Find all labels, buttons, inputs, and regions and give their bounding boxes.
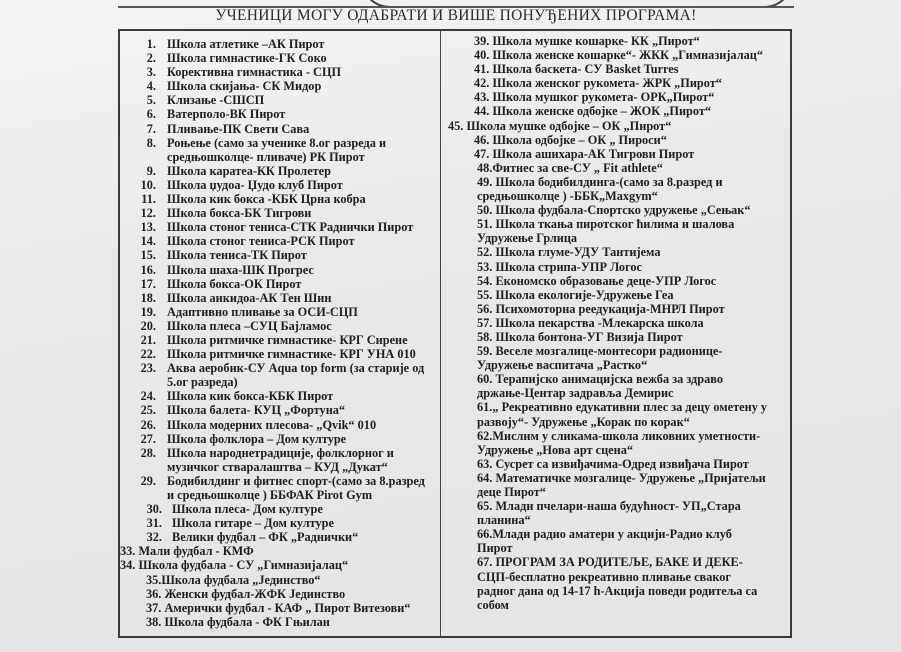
program-list-item (446, 119, 791, 133)
item-number: 33. (120, 544, 136, 559)
item-number: 34. (120, 558, 136, 573)
item-text: Школа народнетрадиције, фолклорног и музичког стваралаштва – КУД „Дукат“ (167, 445, 394, 474)
program-list-item (120, 333, 438, 347)
item-text: Школа аикидоа-АК Тен Шин (167, 290, 332, 305)
program-list-item (120, 558, 438, 572)
item-text: Школа гимнастике-ГК Соко (167, 51, 327, 66)
program-list-item (120, 291, 438, 305)
item-text: Школа фолклора – Дом културе (167, 431, 347, 446)
item-text: Школа ритмичке гимнастике- КРГ УНА 010 (167, 347, 416, 362)
program-list-item (446, 555, 791, 611)
program-list-item (446, 76, 791, 90)
program-list-item (120, 206, 438, 220)
item-text: Школа модерних плесова- „Qvik“ 010 (167, 417, 377, 432)
item-text: Школа ашихара-АК Тигрови Пирот (492, 146, 695, 161)
program-list-item (120, 122, 438, 136)
program-list-item (446, 457, 791, 471)
program-list-item (120, 389, 438, 403)
item-text: Школа атлетике –АК Пирот (167, 37, 325, 51)
item-number: 54. (477, 273, 493, 288)
item-number: 23. (140, 361, 156, 376)
item-number: 6. (146, 107, 156, 122)
item-text: Фитнес за све-СУ „ Fit athlete“ (492, 160, 663, 175)
item-text: ПРОГРАМ ЗА РОДИТЕЉЕ, БАКЕ И ДЕКЕ- СЦП-бесплатно рекреативно пливање сваког радног дана од 14-17 h-Акција поведи родитеља са собом (477, 555, 758, 612)
item-text: Школа мушке кошарке- КК „Пирот“ (492, 34, 700, 48)
item-number: 2. (146, 51, 156, 66)
right-program-column (446, 34, 791, 612)
program-list-item (446, 471, 791, 499)
program-list-item (120, 263, 438, 277)
program-list-item (446, 274, 791, 288)
item-text: Женски фудбал-ЖФК Јединство (164, 586, 346, 601)
item-text: Школа стоног тениса-РСК Пирот (167, 234, 355, 249)
item-text: Веселе мозгалице-монтесори радионице- Удружење васпитача „Растко“ (477, 344, 723, 373)
item-text: Школа кик бокса -КБК Црна кобра (167, 192, 366, 207)
item-text: Школа бокса-ОК Пирот (167, 276, 302, 291)
program-list-item (446, 400, 791, 428)
program-list-item (120, 65, 438, 79)
item-number: 61. (477, 400, 493, 415)
program-list-item (446, 429, 791, 457)
program-list-item (120, 474, 438, 502)
item-number: 13. (140, 220, 156, 235)
item-text: Терапијско анимацијска вежба за здраво држање-Центар задравља Демирис (477, 372, 723, 401)
program-list-item (446, 147, 791, 161)
item-text: Математичке мозгалице- Удружење „Пријатељи деце Пирот“ (477, 470, 766, 499)
item-text: Школа женске одбојке – ЖОК „Пирот“ (492, 104, 712, 119)
item-text: Мали фудбал - КМФ (138, 544, 254, 559)
item-number: 45. (448, 118, 464, 133)
program-list-item (446, 344, 791, 372)
program-list-item (120, 192, 438, 206)
item-text: Школа фудбала - СУ „Гимназијалац“ (138, 558, 349, 573)
item-text: Школа ритмичке гимнастике- КРГ Сирене (167, 332, 408, 347)
program-list-item (120, 502, 438, 516)
item-text: Мислим у сликама-школа ликовних уметности- Удружење „Нова арт сцена“ (477, 428, 761, 457)
item-number: 16. (140, 262, 156, 277)
item-text: Корективна гимнастика - СЦП (167, 65, 342, 80)
program-list-item (446, 316, 791, 330)
item-text: Школа шаха-ШК Прогрес (167, 262, 314, 277)
program-list-item (120, 446, 438, 474)
program-list-item (120, 601, 438, 615)
program-list-item (120, 164, 438, 178)
item-number: 30. (146, 502, 162, 517)
item-text: Школа тениса-ТК Пирот (167, 248, 307, 263)
item-number: 48. (477, 160, 493, 175)
item-number: 39. (474, 34, 490, 48)
item-number: 9. (146, 163, 156, 178)
item-text: Млади радио аматери у акцији-Радио клуб Пирот (477, 527, 732, 556)
item-text: Сусрет са извиђачима-Одред извиђача Пирот (495, 456, 749, 471)
item-text: Економско образовање деце-УПР Логос (495, 273, 717, 288)
item-number: 4. (146, 79, 156, 94)
program-list-item (446, 288, 791, 302)
item-number: 10. (140, 177, 156, 192)
item-text: Школа женске кошарке“- ЖКК „Гимназијалац“ (492, 48, 763, 63)
item-number: 1. (146, 37, 156, 51)
program-list-item (120, 403, 438, 417)
item-text: Школа каратеа-КК Пролетер (167, 163, 331, 178)
program-list-item (120, 544, 438, 558)
item-number: 21. (140, 332, 156, 347)
program-list-item (120, 530, 438, 544)
item-number: 32. (146, 530, 162, 545)
program-list-item (446, 161, 791, 175)
item-text: Школа фудбала-Спортско удружење „Сењак“ (495, 203, 751, 218)
program-list-item (120, 93, 438, 107)
item-number: 22. (140, 347, 156, 362)
item-text: Школа женског рукомета- ЖРК „Пирот“ (492, 76, 722, 91)
program-list-item (120, 432, 438, 446)
item-number: 55. (477, 287, 493, 302)
item-number: 11. (141, 192, 156, 207)
program-list-item (446, 175, 791, 203)
program-list-item (120, 573, 438, 587)
item-text: Аква аеробик-СУ Aqua top form (за старије од 5.ог разреда) (167, 361, 425, 390)
program-list-item (120, 347, 438, 361)
item-number: 42. (474, 76, 490, 91)
item-number: 46. (474, 132, 490, 147)
item-text: Школа стрипа-УПР Логос (495, 259, 642, 274)
item-number: 8. (146, 135, 156, 150)
program-list-item (120, 277, 438, 291)
item-text: Школа кик бокса-КБК Пирот (167, 389, 334, 404)
program-list-item (446, 48, 791, 62)
item-number: 41. (474, 62, 490, 77)
program-list-item (120, 248, 438, 262)
item-number: 18. (140, 290, 156, 305)
item-number: 31. (146, 516, 162, 531)
item-number: 60. (477, 372, 493, 387)
item-number: 65. (477, 499, 493, 514)
column-divider (440, 29, 441, 638)
item-number: 51. (477, 217, 493, 232)
program-list-item (446, 260, 791, 274)
page-title: УЧЕНИЦИ МОГУ ОДАБРАТИ И ВИШЕ ПОНУЂЕНИХ ПРОГРАМА! (215, 7, 697, 24)
program-list-item (120, 79, 438, 93)
program-list-item (120, 234, 438, 248)
item-text: Школа глуме-УДУ Тантијема (495, 245, 661, 260)
program-list-item (120, 220, 438, 234)
item-number: 40. (474, 48, 490, 63)
program-list-item (120, 418, 438, 432)
item-text: Школа балета- КУЦ „Фортуна“ (167, 403, 346, 418)
program-list-item (120, 305, 438, 319)
item-text: Бодибилдинг и фитнес спорт-(само за 8.разред и средњошколце ) ББФАК Pirot Gym (167, 473, 425, 502)
item-number: 7. (146, 121, 156, 136)
item-number: 49. (477, 174, 493, 189)
item-text: Школа бокса-БК Тигрови (167, 206, 312, 221)
program-list-item (120, 319, 438, 333)
program-list-item (446, 245, 791, 259)
item-number: 35. (146, 572, 162, 587)
item-text: Школа фудбала „Јединство“ (161, 572, 321, 587)
program-list-item (120, 361, 438, 389)
program-list-item (120, 615, 438, 629)
item-text: Адаптивно пливање за ОСИ-СЦП (167, 304, 358, 319)
program-list-item (120, 516, 438, 530)
item-number: 37. (146, 600, 162, 615)
item-number: 57. (477, 315, 493, 330)
item-number: 15. (140, 248, 156, 263)
program-list-item (446, 62, 791, 76)
item-number: 66. (477, 527, 493, 542)
item-number: 12. (140, 206, 156, 221)
program-list-item (446, 527, 791, 555)
item-number: 28. (140, 445, 156, 460)
item-number: 43. (474, 90, 490, 105)
item-text: Школа мушке одбојке – ОК „Пирот“ (466, 118, 672, 133)
item-number: 67. (477, 555, 493, 570)
program-list-item (446, 34, 791, 48)
item-number: 36. (146, 586, 162, 601)
program-list-item (446, 499, 791, 527)
item-text: Школа плеса- Дом културе (172, 502, 323, 517)
item-number: 50. (477, 203, 493, 218)
item-number: 64. (477, 470, 493, 485)
item-text: Психомоторна реедукација-МНРЛ Пирот (495, 301, 725, 316)
item-text: Школа скијања- СК Мидор (167, 79, 322, 94)
item-number: 27. (140, 431, 156, 446)
item-number: 58. (477, 329, 493, 344)
program-list-item (446, 133, 791, 147)
item-text: Велики фудбал – ФК „Раднички“ (172, 530, 359, 545)
item-text: Школа мушког рукомета- ОРК„Пирот“ (492, 90, 715, 105)
program-list-item (120, 107, 438, 121)
item-number: 38. (146, 614, 162, 629)
item-number: 63. (477, 456, 493, 471)
item-text: Школа одбојке – ОК „ Пироси“ (492, 132, 667, 147)
item-text: Школа екологије-Удружење Геа (495, 287, 674, 302)
item-text: Клизање -СШСП (167, 93, 265, 108)
item-number: 62. (477, 428, 493, 443)
program-list-item (446, 372, 791, 400)
item-text: „ Рекреативно едукативни плес за децу ометену у развоју“- Удружење „Корак по корак“ (477, 400, 768, 429)
program-list-item (446, 90, 791, 104)
item-text: Школа ткања пиротског ћилима и шалова Удружење Грлица (477, 217, 735, 246)
item-text: Пливање-ПК Свети Сава (167, 121, 310, 136)
left-program-column (120, 37, 438, 629)
item-text: Школа џудоа- Џудо клуб Пирот (167, 177, 343, 192)
item-text: Школа баскета- СУ Basket Turres (492, 62, 679, 77)
item-number: 52. (477, 245, 493, 260)
program-list-item (446, 104, 791, 118)
program-list-item (446, 217, 791, 245)
item-number: 20. (140, 318, 156, 333)
item-number: 17. (140, 276, 156, 291)
item-number: 59. (477, 344, 493, 359)
item-text: Ватерполо-ВК Пирот (167, 107, 286, 122)
item-number: 25. (140, 403, 156, 418)
item-text: Школа бонтона-УГ Визија Пирот (495, 329, 683, 344)
program-list-item (120, 136, 438, 164)
item-number: 26. (140, 417, 156, 432)
item-number: 24. (140, 389, 156, 404)
item-number: 5. (146, 93, 156, 108)
item-number: 53. (477, 259, 493, 274)
program-list-item (120, 37, 438, 51)
program-list-item (120, 51, 438, 65)
item-number: 47. (474, 146, 490, 161)
item-text: Роњење (само за ученике 8.ог разреда и средњошколце- пливаче) РК Пирот (167, 135, 387, 164)
item-text: Школа бодибилдинга-(само за 8.разред и средњошколце ) -ББК„Maxgym“ (477, 174, 723, 204)
item-text: Школа стоног тениса-СТК Раднички Пирот (167, 220, 414, 235)
program-list-item (120, 178, 438, 192)
item-text: Млади пчелари-наша будућност- УП„Стара планина“ (477, 499, 741, 528)
program-list-item (446, 203, 791, 217)
item-text: Амерички фудбал - КАФ „ Пирот Витезови“ (164, 600, 411, 615)
item-number: 14. (140, 234, 156, 249)
item-text: Школа фудбала - ФК Гњилан (164, 614, 330, 629)
program-list-item (120, 587, 438, 601)
item-text: Школа плеса –СУЦ Бајламос (167, 318, 332, 333)
item-number: 3. (146, 65, 156, 80)
item-text: Школа пекарства -Млекарска школа (495, 315, 704, 330)
item-number: 19. (140, 304, 156, 319)
program-list-item (446, 330, 791, 344)
item-number: 56. (477, 301, 493, 316)
program-list-item (446, 302, 791, 316)
item-number: 44. (474, 104, 490, 119)
item-text: Школа гитаре – Дом културе (172, 516, 334, 531)
item-number: 29. (140, 473, 156, 488)
